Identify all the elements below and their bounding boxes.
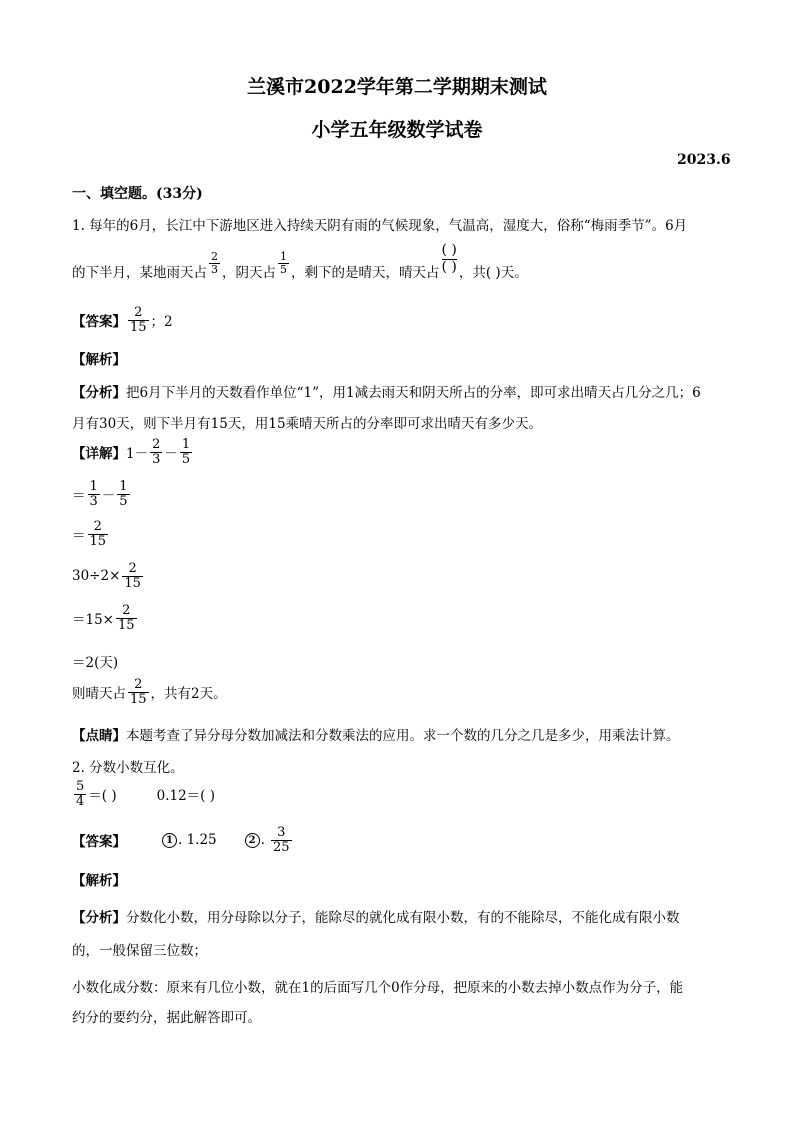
- q1-step6: ＝2(天): [72, 655, 119, 671]
- q1-fraction-cloudy: $\frac{1}{5}$: [280, 249, 287, 276]
- q1-text-c: ，剩下的是晴天，晴天占: [291, 265, 440, 281]
- q1-dianjing: 【点睛】本题考查了异分母分数加减法和分数乘法的应用。求一个数的几分之几是多少，用乘法计算。: [72, 728, 680, 744]
- q2-answer-label: 【答案】: [72, 834, 126, 851]
- q1-answer: 【答案】 $\frac{2}{15}$ ；2: [72, 305, 173, 335]
- section-heading: 一、填空题。(33分): [72, 186, 203, 202]
- q2-title: 2. 分数小数互化。: [72, 760, 184, 776]
- q1-text-d: ，共( )天。: [458, 265, 528, 281]
- q1-step1: 【详解】 1－ $\frac{2}{3}$ － $\frac{1}{5}$: [72, 437, 191, 467]
- page-subtitle: 小学五年级数学试卷: [311, 119, 483, 141]
- q1-step3: ＝ $\frac{2}{15}$: [72, 519, 107, 549]
- page-title: 兰溪市2022学年第二学期期末测试: [247, 76, 547, 98]
- q1-fraction-rain: $\frac{2}{3}$: [211, 249, 218, 276]
- q2-answer: 【答案】 1 . 1.25 2 . $\frac{3}{25}$: [72, 825, 290, 855]
- circled-one-icon: 1: [162, 833, 177, 848]
- q1-line1: 1. 每年的6月，长江中下游地区进入持续天阴有雨的气候现象，气温高，湿度大，俗称“梅雨季节”。6月: [72, 218, 688, 234]
- q1-analysis-label: 【解析】: [72, 352, 126, 368]
- exam-date: 2023.6: [677, 152, 731, 168]
- q1-step4: 30÷2× $\frac{2}{15}$: [72, 561, 141, 591]
- q1-fraction-blank: $\frac{( )}{( )}$: [441, 242, 457, 275]
- q1-line2: [72, 242, 528, 296]
- q2-problem: $\frac{5}{4}$ ＝( ) 0.12＝( ): [76, 779, 215, 809]
- q1-answer-label: 【答案】: [72, 314, 126, 331]
- q2-analysis-label: 【解析】: [72, 873, 126, 889]
- q1-text-b: ，阴天占: [222, 265, 276, 281]
- q1-fenxi-1: 【分析】把6月下半月的天数看作单位“1”，用1减去雨天和阴天所占的分率，即可求出晴天占几分之几；6: [72, 385, 701, 401]
- q2-fenxi-1: 【分析】分数化小数，用分母除以分子，能除尽的就化成有限小数，有的不能除尽，不能化成有限小数: [72, 910, 680, 926]
- q1-answer-fraction: $\frac{2}{15}$: [130, 305, 147, 335]
- q1-fenxi-2: 月有30天，则下半月有15天，用15乘晴天所占的分率即可求出晴天有多少天。: [72, 416, 543, 432]
- q2-fenxi-2: 的，一般保留三位数；: [72, 943, 207, 959]
- circled-two-icon: 2: [245, 833, 260, 848]
- q2-fenxi-3: 小数化成分数：原来有几位小数，就在1的后面写几个0作分母，把原来的小数去掉小数点作为分子，能: [72, 980, 684, 996]
- q1-conclusion: 则晴天占 $\frac{2}{15}$ ，共有2天。: [72, 677, 227, 707]
- q1-step2: ＝ $\frac{1}{3}$ － $\frac{1}{5}$: [72, 479, 128, 509]
- q2-fenxi-4: 约分的要约分，据此解答即可。: [72, 1010, 261, 1026]
- q1-text-a: 的下半月，某地雨天占: [72, 265, 207, 281]
- q1-step5: ＝15× $\frac{2}{15}$: [72, 603, 135, 633]
